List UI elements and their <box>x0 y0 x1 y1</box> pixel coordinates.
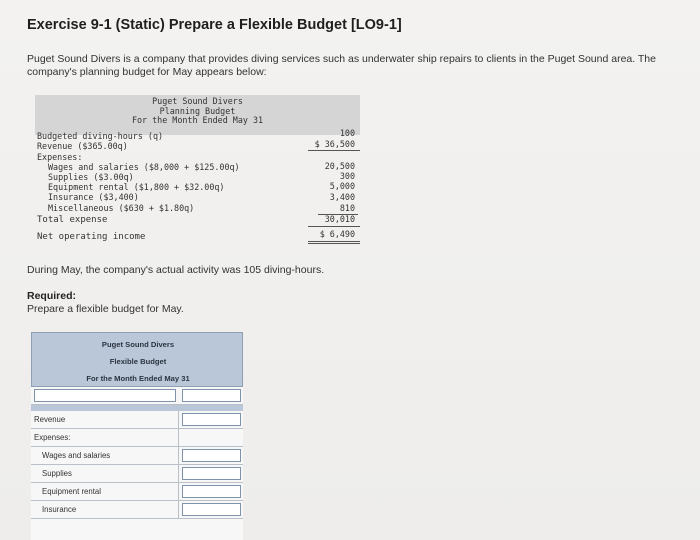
planning-budget-title: Planning Budget <box>159 105 236 116</box>
page-title: Exercise 9-1 (Static) Prepare a Flexible Budget [LO9-1] <box>27 17 402 33</box>
pb-equipment-label: Equipment rental ($1,800 + $32.00q) <box>48 182 225 192</box>
pb-hours-label: Budgeted diving-hours (q) <box>37 131 164 141</box>
planning-budget-period: For the Month Ended May 31 <box>131 115 264 125</box>
pb-revenue-value: $ 36,500 <box>314 139 355 149</box>
wages-input[interactable] <box>182 449 241 462</box>
activity-value-input[interactable] <box>182 389 241 402</box>
pb-net-value: $ 6,490 <box>319 229 355 239</box>
flexible-budget-title: Flexible Budget <box>109 357 167 366</box>
pb-total-value: 30,010 <box>324 214 355 224</box>
table-row-supplies <box>31 465 243 483</box>
table-row-revenue <box>31 411 243 429</box>
pb-total-label: Total expense <box>37 215 108 225</box>
pb-total-underline <box>308 226 360 227</box>
pb-equipment-value: 5,000 <box>329 181 355 191</box>
pb-misc-value: 810 <box>339 203 355 213</box>
pb-net-label: Net operating income <box>37 232 146 242</box>
pb-net-double-underline <box>308 243 360 244</box>
revenue-label: Revenue <box>31 411 179 429</box>
pb-expenses-label: Expenses: <box>37 152 83 162</box>
planning-budget-company: Puget Sound Divers <box>152 96 243 106</box>
pb-net-underline <box>308 241 360 242</box>
required-heading: Required: <box>27 290 77 302</box>
pb-revenue-underline <box>308 150 360 151</box>
equipment-label: Equipment rental <box>31 483 179 501</box>
flexible-budget-header <box>31 332 243 387</box>
pb-supplies-value: 300 <box>339 171 355 181</box>
pb-wages-value: 20,500 <box>324 161 355 171</box>
insurance-input[interactable] <box>182 503 241 516</box>
actual-activity-text: During May, the company's actual activity was 105 diving-hours. <box>27 264 325 276</box>
pb-revenue-label: Revenue ($365.00q) <box>37 141 128 151</box>
flexible-budget-company: Puget Sound Divers <box>101 340 175 349</box>
revenue-input[interactable] <box>182 413 241 426</box>
flexible-budget-input-row <box>31 387 243 405</box>
pb-misc-label: Miscellaneous ($630 + $1.80q) <box>48 203 195 213</box>
table-row-insurance <box>31 501 243 519</box>
table-row-equipment <box>31 483 243 501</box>
equipment-input[interactable] <box>182 485 241 498</box>
intro-paragraph: Puget Sound Divers is a company that provides diving services such as underwater ship repairs to clients in the Puget Sound area. The company's planning budget for May appears below: <box>27 53 656 78</box>
flexible-budget-table <box>31 332 243 540</box>
required-text: Prepare a flexible budget for May. <box>27 303 184 315</box>
pb-supplies-label: Supplies ($3.00q) <box>48 172 134 182</box>
pb-insurance-label: Insurance ($3,400) <box>48 192 139 202</box>
wages-label: Wages and salaries <box>31 447 179 465</box>
flexible-budget-period: For the Month Ended May 31 <box>86 374 190 383</box>
supplies-input[interactable] <box>182 467 241 480</box>
table-row-expenses <box>31 429 243 447</box>
pb-hours-value: 100 <box>339 128 355 138</box>
expenses-label: Expenses: <box>31 429 179 447</box>
table-row-wages <box>31 447 243 465</box>
activity-label-input[interactable] <box>34 389 176 402</box>
supplies-label: Supplies <box>31 465 179 483</box>
pb-insurance-value: 3,400 <box>329 192 355 202</box>
insurance-label: Insurance <box>31 501 179 519</box>
pb-wages-label: Wages and salaries ($8,000 + $125.00q) <box>48 162 240 172</box>
